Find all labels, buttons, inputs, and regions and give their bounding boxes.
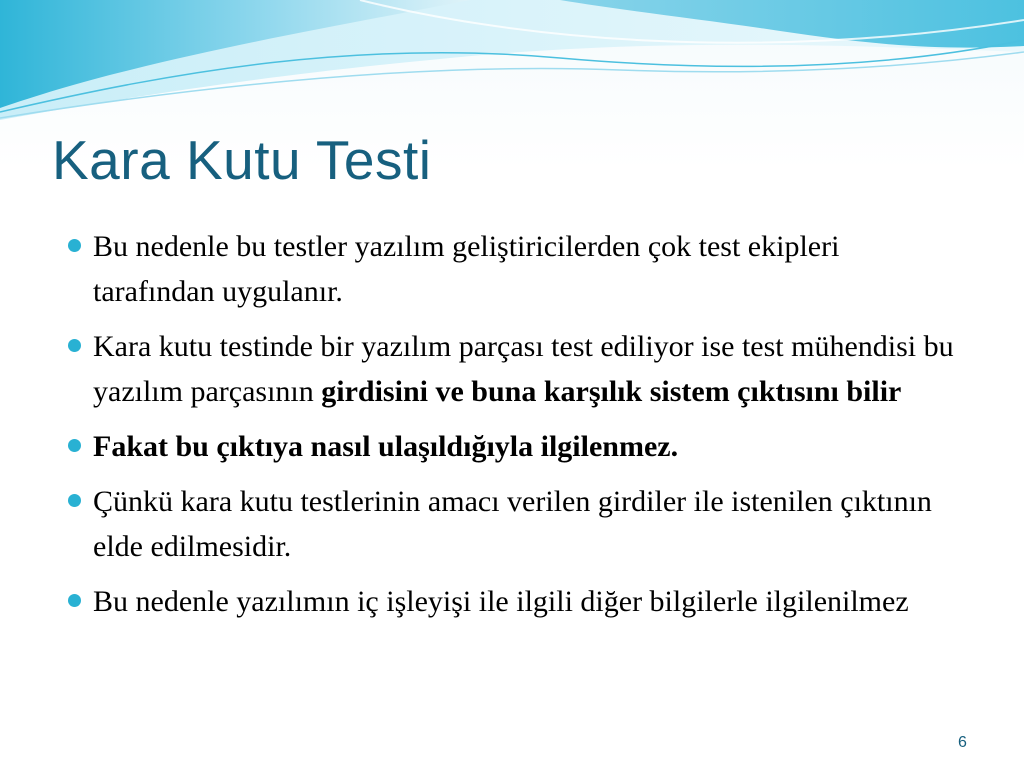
bullet-icon [68, 594, 81, 607]
bullet-text: Çünkü kara kutu testlerinin amacı verilen girdiler ile istenilen çıktının elde edilmesidir. [93, 485, 932, 563]
page-title: Kara Kutu Testi [52, 129, 432, 191]
bullet-text: Bu nedenle bu testler yazılım geliştiricilerden çok test ekipleri tarafından uygulanır. [93, 230, 840, 308]
bullet-icon [68, 494, 81, 507]
list-item [62, 224, 962, 314]
header-wave-decoration [0, 0, 1024, 130]
bullet-icon [68, 439, 81, 452]
bullet-list [62, 224, 962, 634]
bullet-icon [68, 339, 81, 352]
bullet-text: Kara kutu testinde bir yazılım parçası test ediliyor ise test mühendisi bu yazılım parçasının [93, 330, 954, 408]
page-number: 6 [958, 734, 967, 751]
list-item [62, 424, 962, 469]
bullet-text: Bu nedenle yazılımın iç işleyişi ile ilgili diğer bilgilerle ilgilenilmez [93, 585, 909, 618]
bullet-bold-text: Fakat bu çıktıya nasıl ulaşıldığıyla ilgilenmez. [93, 430, 679, 463]
list-item [62, 579, 962, 624]
bullet-bold-text: girdisini ve buna karşılık sistem çıktısını bilir [321, 375, 902, 408]
bullet-icon [68, 239, 81, 252]
list-item [62, 324, 962, 414]
list-item [62, 479, 962, 569]
